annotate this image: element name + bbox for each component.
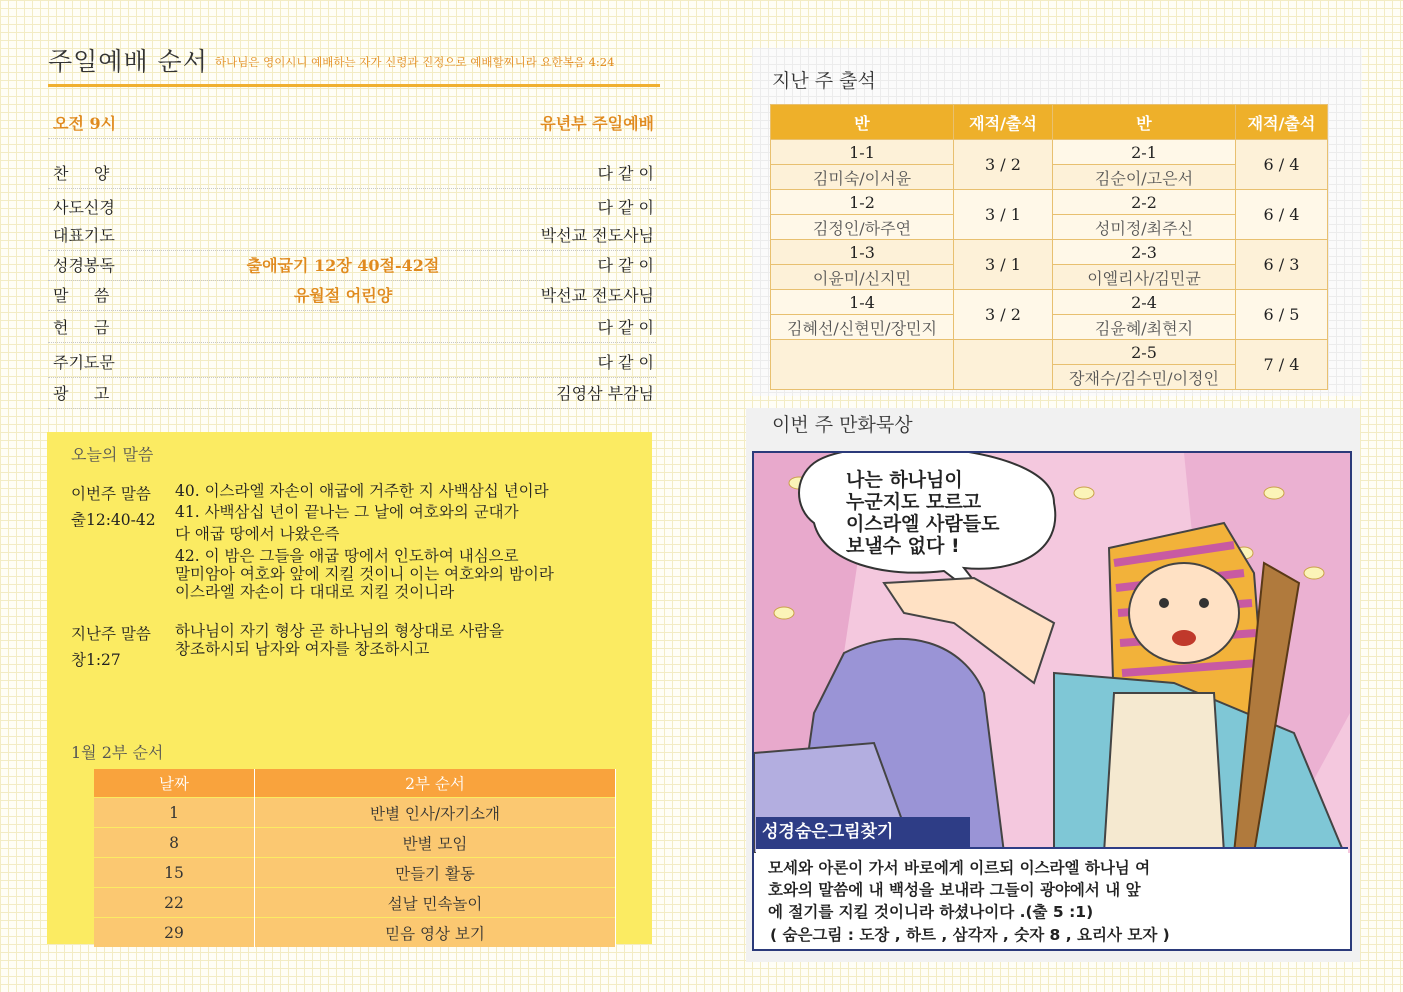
cartoon-frame — [752, 451, 1352, 951]
class-number: 2-3 — [1053, 240, 1236, 265]
column-header: 날짜 — [94, 769, 255, 798]
worship-item — [48, 188, 656, 222]
item-leader: 다 같 이 — [597, 164, 654, 183]
table-row — [94, 888, 616, 918]
class-number: 1-4 — [771, 290, 954, 315]
attendance-count: 3 / 1 — [954, 240, 1053, 290]
table-row — [771, 190, 1328, 215]
attendance-count: 3 / 2 — [954, 290, 1053, 340]
caption-line: 에 절기를 지킬 것이니라 하셨나이다 .(출 5 :1) — [768, 903, 1094, 921]
table-header-row — [771, 105, 1328, 140]
class-number: 2-1 — [1053, 140, 1236, 165]
item-leader: 다 같 이 — [597, 353, 654, 372]
item-label: 말 씀 — [53, 286, 110, 305]
title-verse: 하나님은 영이시니 예배하는 자가 신령과 진정으로 예배할찌니라 요한복음 4:24 — [215, 55, 615, 69]
worship-item — [48, 222, 656, 251]
page-title: 주일예배 순서 — [48, 47, 208, 76]
worship-item — [48, 310, 656, 343]
todays-word-title: 오늘의 말씀 — [71, 445, 154, 464]
teacher-names: 이윤미/신지민 — [771, 265, 954, 290]
service-time: 오전 9시 — [53, 114, 117, 133]
item-leader: 박선교 전도사님 — [540, 226, 654, 245]
caption-text — [768, 857, 1150, 923]
attendance-count: 3 / 2 — [954, 140, 1053, 190]
table-row — [94, 798, 616, 828]
service-time-row — [48, 92, 656, 139]
attendance-table — [770, 104, 1328, 390]
attendance-count: 6 / 4 — [1236, 140, 1328, 190]
attendance-count: 6 / 5 — [1236, 290, 1328, 340]
class-number: 1-2 — [771, 190, 954, 215]
teacher-names: 성미정/최주신 — [1053, 215, 1236, 240]
attendance-count: 6 / 3 — [1236, 240, 1328, 290]
caption-line: 모세와 아론이 가서 바로에게 이르되 이스라엘 하나님 여 — [768, 859, 1151, 877]
teacher-names: 김정인/하주연 — [771, 215, 954, 240]
item-label: 사도신경 — [53, 198, 115, 217]
date-cell: 15 — [94, 858, 255, 888]
attendance-count: 7 / 4 — [1236, 340, 1328, 390]
table-row — [771, 340, 1328, 365]
table-row — [771, 140, 1328, 165]
table-row — [771, 240, 1328, 265]
verse-line: 다 애굽 땅에서 나왔은즉 — [175, 525, 340, 543]
worship-header — [48, 40, 660, 87]
date-cell: 29 — [94, 918, 255, 948]
table-row — [771, 290, 1328, 315]
activity-cell: 반별 인사/자기소개 — [255, 798, 616, 828]
item-label: 성경봉독 — [53, 256, 115, 275]
item-leader: 다 같 이 — [597, 256, 654, 275]
item-label: 광 고 — [53, 384, 110, 403]
cartoon-illustration — [754, 453, 1350, 853]
caption-box — [756, 847, 1348, 949]
activity-cell: 믿음 영상 보기 — [255, 918, 616, 948]
verse-line: 42. 이 밤은 그들을 애굽 땅에서 인도하여 내심으로 — [175, 547, 519, 565]
class-number: 1-1 — [771, 140, 954, 165]
attendance-count: 6 / 4 — [1236, 190, 1328, 240]
item-leader: 김영삼 부감님 — [556, 384, 654, 403]
item-leader: 다 같 이 — [597, 318, 654, 337]
schedule-table — [94, 769, 616, 947]
bubble-line: 누군지도 모르고 — [846, 491, 982, 513]
teacher-names: 김혜선/신현민/장민지 — [771, 315, 954, 340]
column-header: 재적/출석 — [1236, 105, 1328, 140]
class-number: 2-5 — [1053, 340, 1236, 365]
worship-item — [48, 138, 656, 189]
date-cell: 8 — [94, 828, 255, 858]
class-number: 2-2 — [1053, 190, 1236, 215]
teacher-names: 김순이/고은서 — [1053, 165, 1236, 190]
attendance-count: 3 / 1 — [954, 190, 1053, 240]
item-label: 헌 금 — [53, 318, 110, 337]
date-cell: 22 — [94, 888, 255, 918]
item-leader: 다 같 이 — [597, 198, 654, 217]
teacher-names: 김미숙/이서윤 — [771, 165, 954, 190]
last-week-reference: 창1:27 — [71, 651, 121, 669]
last-week-label: 지난주 말씀 — [71, 625, 151, 643]
activity-cell: 만들기 활동 — [255, 858, 616, 888]
date-cell: 1 — [94, 798, 255, 828]
bubble-line: 나는 하나님이 — [846, 469, 963, 491]
verse-line: 40. 이스라엘 자손이 애굽에 거주한 지 사백삼십 년이라 — [175, 482, 549, 500]
worship-item — [48, 377, 656, 409]
table-row — [94, 918, 616, 948]
verse-line: 이스라엘 자손이 다 대대로 지킬 것이니라 — [175, 583, 455, 601]
hidden-picture-tag: 성경숨은그림찾기 — [756, 817, 970, 847]
bubble-line: 이스라엘 사람들도 — [846, 513, 1000, 535]
cartoon-title: 이번 주 만화묵상 — [772, 414, 913, 436]
verse-line: 하나님이 자기 형상 곧 하나님의 형상대로 사람을 — [175, 622, 505, 640]
scripture-reference: 출애굽기 12장 40절-42절 — [246, 256, 440, 275]
speech-bubble-text — [846, 469, 999, 557]
table-row — [94, 828, 616, 858]
column-header: 반 — [771, 105, 954, 140]
bubble-line: 보낼수 없다 ! — [846, 535, 960, 557]
teacher-names: 이엘리사/김민균 — [1053, 265, 1236, 290]
teacher-names: 장재수/김수민/이정인 — [1053, 365, 1236, 390]
worship-item — [48, 250, 656, 281]
column-header: 반 — [1053, 105, 1236, 140]
this-week-verse — [175, 482, 554, 601]
table-row — [94, 858, 616, 888]
item-label: 대표기도 — [53, 226, 115, 245]
service-name: 유년부 주일예배 — [540, 114, 654, 133]
item-label: 찬 양 — [53, 164, 110, 183]
verse-line: 창조하시되 남자와 여자를 창조하시고 — [175, 640, 430, 658]
column-header: 2부 순서 — [255, 769, 616, 798]
class-number: 1-3 — [771, 240, 954, 265]
caption-line: 호와의 말씀에 내 백성을 보내라 그들이 광야에서 내 앞 — [768, 881, 1141, 899]
table-header-row — [94, 769, 616, 798]
worship-item — [48, 342, 656, 378]
activity-cell: 설날 민속놀이 — [255, 888, 616, 918]
this-week-reference: 출12:40-42 — [71, 511, 156, 529]
item-leader: 박선교 전도사님 — [540, 286, 654, 305]
this-week-label: 이번주 말씀 — [71, 485, 151, 503]
schedule-title: 1월 2부 순서 — [71, 743, 164, 762]
last-week-verse — [175, 622, 504, 658]
sermon-title: 유월절 어린양 — [293, 286, 393, 305]
empty-cell — [771, 340, 954, 390]
todays-word-box — [47, 432, 652, 944]
column-header: 재적/출석 — [954, 105, 1053, 140]
teacher-names: 김윤혜/최현지 — [1053, 315, 1236, 340]
attendance-title: 지난 주 출석 — [772, 70, 876, 92]
verse-line: 41. 사백삼십 년이 끝나는 그 날에 여호와의 군대가 — [175, 503, 519, 521]
class-number: 2-4 — [1053, 290, 1236, 315]
hidden-items-hint: ( 숨은그림 : 도장 , 하트 , 삼각자 , 숫자 8 , 요리사 모자 ) — [770, 926, 1170, 944]
empty-cell — [954, 340, 1053, 390]
item-label: 주기도문 — [53, 353, 115, 372]
worship-item — [48, 280, 656, 311]
verse-line: 말미암아 여호와 앞에 지킬 것이니 이는 여호와의 밤이라 — [175, 565, 554, 583]
activity-cell: 반별 모임 — [255, 828, 616, 858]
